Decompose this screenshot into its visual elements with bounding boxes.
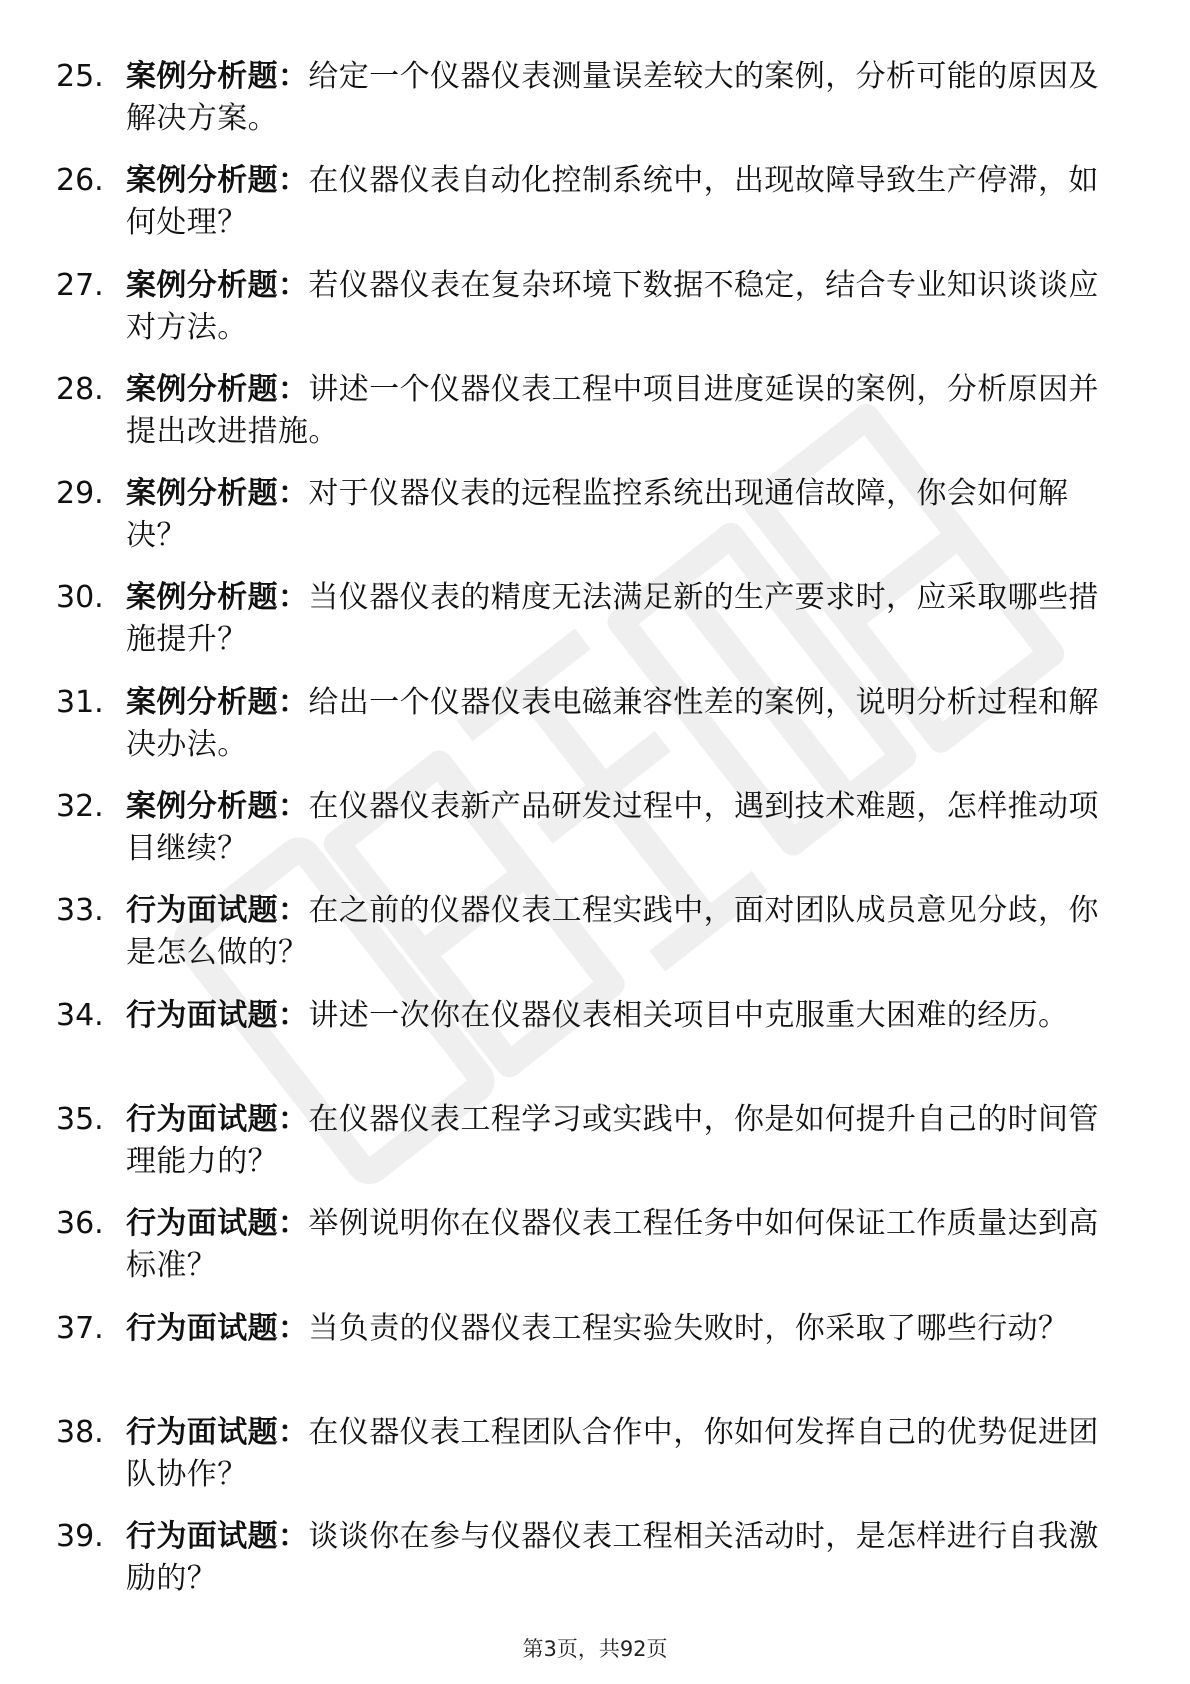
question-item <box>0 56 1190 160</box>
question-type: 案例分析题： <box>126 580 309 616</box>
question-number: 38. <box>56 1414 104 1450</box>
question-item <box>0 995 1190 1099</box>
question-body: 若仪器仪表在复杂环境下数据不稳定，结合专业知识谈谈应对方法。 <box>126 267 1099 345</box>
question-text <box>126 369 1111 453</box>
question-text <box>126 160 1111 244</box>
question-item <box>0 1099 1190 1203</box>
question-type: 案例分析题： <box>126 267 309 303</box>
question-text <box>126 786 1111 870</box>
question-number: 37. <box>56 1310 104 1346</box>
question-text <box>126 265 1111 349</box>
question-item <box>0 682 1190 786</box>
question-body: 在之前的仪器仪表工程实践中，面对团队成员意见分歧，你是怎么做的？ <box>126 893 1099 971</box>
question-body: 谈谈你在参与仪器仪表工程相关活动时，是怎样进行自我激励的？ <box>126 1519 1099 1597</box>
question-text <box>126 682 1111 766</box>
question-type: 行为面试题： <box>126 1414 309 1450</box>
question-number: 35. <box>56 1101 104 1137</box>
question-type: 行为面试题： <box>126 1310 309 1346</box>
question-type: 案例分析题： <box>126 59 309 94</box>
question-item <box>0 1308 1190 1412</box>
question-text <box>126 577 1111 661</box>
question-type: 行为面试题： <box>126 1519 309 1555</box>
question-list <box>0 56 1190 1620</box>
question-text <box>126 1412 1111 1496</box>
question-number: 33. <box>56 893 104 929</box>
question-number: 39. <box>56 1519 104 1555</box>
question-item <box>0 160 1190 264</box>
question-body: 讲述一个仪器仪表工程中项目进度延误的案例，分析原因并提出改进措施。 <box>126 371 1099 449</box>
question-type: 行为面试题： <box>126 1101 309 1137</box>
question-item <box>0 265 1190 369</box>
question-item <box>0 473 1190 577</box>
question-number: 27. <box>56 267 104 303</box>
question-type: 案例分析题： <box>126 476 309 512</box>
question-text <box>126 56 1111 140</box>
question-number: 26. <box>56 163 104 199</box>
question-body: 讲述一次你在仪器仪表相关项目中克服重大困难的经历。 <box>308 997 1069 1033</box>
question-type: 案例分析题： <box>126 371 309 407</box>
question-text <box>126 1099 1111 1183</box>
question-number: 34. <box>56 997 104 1033</box>
question-body: 给出一个仪器仪表电磁兼容性差的案例，说明分析过程和解决办法。 <box>126 684 1099 762</box>
question-item <box>0 1203 1190 1307</box>
question-number: 25. <box>56 59 104 94</box>
question-number: 28. <box>56 371 104 407</box>
question-item <box>0 369 1190 473</box>
question-item <box>0 1516 1190 1620</box>
question-text <box>126 473 1111 557</box>
question-body: 在仪器仪表自动化控制系统中，出现故障导致生产停滞，如何处理？ <box>126 163 1099 241</box>
question-number: 30. <box>56 580 104 616</box>
question-number: 29. <box>56 476 104 512</box>
question-text <box>126 1203 1111 1287</box>
question-body: 对于仪器仪表的远程监控系统出现通信故障，你会如何解决？ <box>126 476 1069 554</box>
question-text <box>126 890 1111 974</box>
question-number: 31. <box>56 684 104 720</box>
question-body: 给定一个仪器仪表测量误差较大的案例，分析可能的原因及解决方案。 <box>126 59 1099 136</box>
question-item <box>0 890 1190 994</box>
question-text <box>126 1516 1111 1600</box>
question-type: 行为面试题： <box>126 893 309 929</box>
question-type: 案例分析题： <box>126 789 309 825</box>
question-item <box>0 577 1190 681</box>
page-number-footer: 第3页，共92页 <box>522 1637 668 1661</box>
question-number: 36. <box>56 1206 104 1242</box>
question-body: 在仪器仪表工程学习或实践中，你是如何提升自己的时间管理能力的？ <box>126 1101 1099 1179</box>
question-type: 行为面试题： <box>126 1206 309 1242</box>
question-type: 案例分析题： <box>126 684 309 720</box>
question-text <box>126 995 1111 1037</box>
question-item <box>0 1412 1190 1516</box>
question-text <box>126 1308 1111 1350</box>
question-body: 当负责的仪器仪表工程实验失败时，你采取了哪些行动？ <box>308 1310 1069 1346</box>
question-body: 在仪器仪表新产品研发过程中，遇到技术难题，怎样推动项目继续？ <box>126 789 1099 867</box>
question-type: 行为面试题： <box>126 997 309 1033</box>
question-body: 在仪器仪表工程团队合作中，你如何发挥自己的优势促进团队协作？ <box>126 1414 1099 1492</box>
question-body: 当仪器仪表的精度无法满足新的生产要求时，应采取哪些措施提升？ <box>126 580 1099 658</box>
question-number: 32. <box>56 789 104 825</box>
question-item <box>0 786 1190 890</box>
question-body: 举例说明你在仪器仪表工程任务中如何保证工作质量达到高标准？ <box>126 1206 1099 1284</box>
question-type: 案例分析题： <box>126 163 309 199</box>
